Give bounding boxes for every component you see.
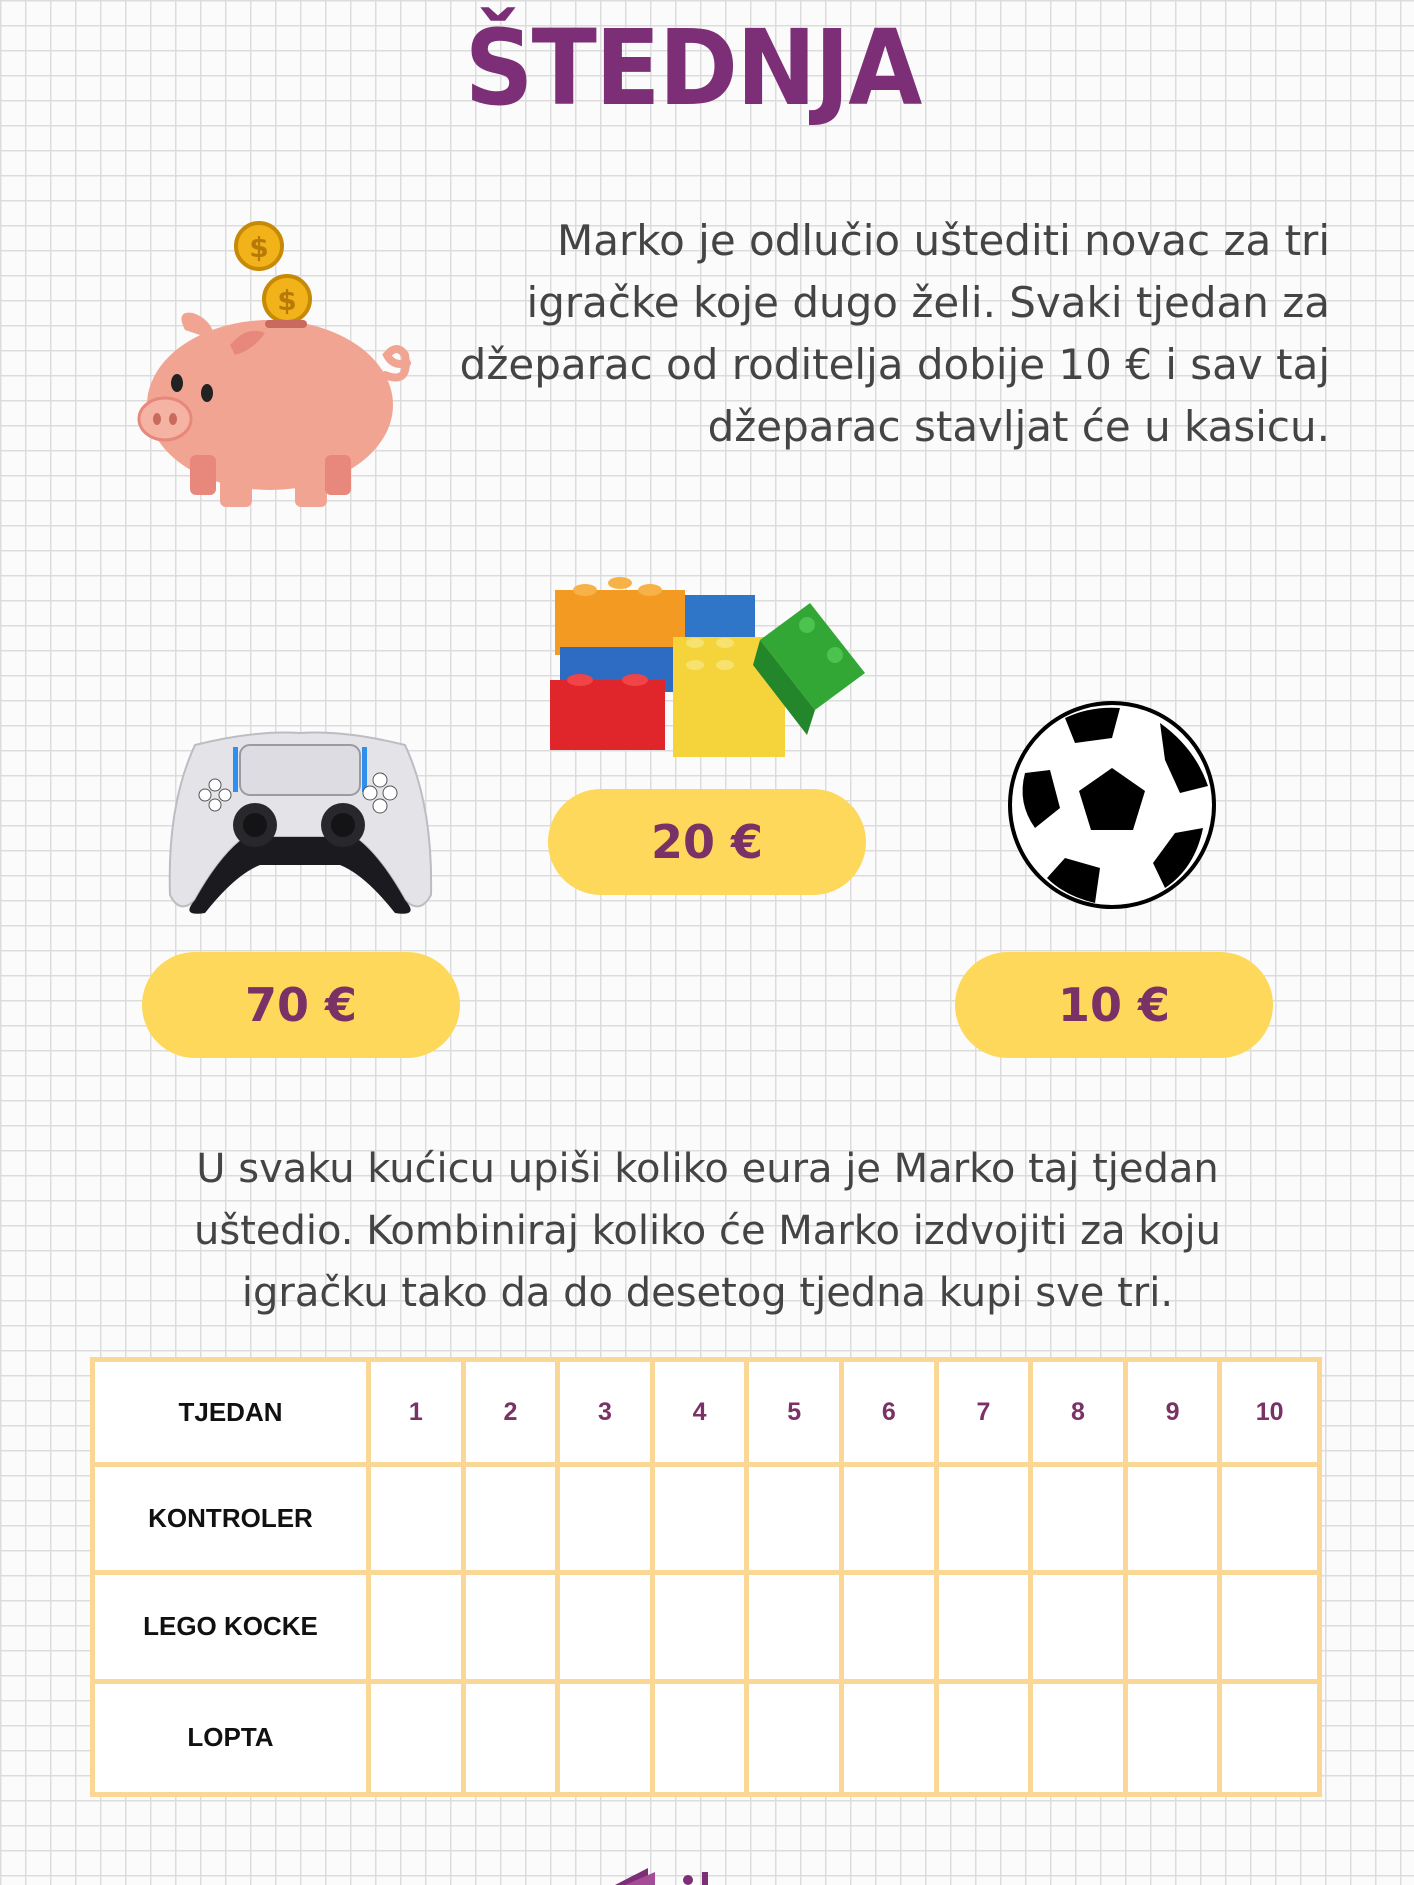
answer-cell[interactable] [1128, 1575, 1223, 1683]
answer-cell[interactable] [1222, 1467, 1317, 1575]
answer-cell[interactable] [1222, 1684, 1317, 1792]
answer-cell[interactable] [1033, 1575, 1128, 1683]
week-number: 10 [1222, 1362, 1317, 1467]
answer-cell[interactable] [560, 1467, 655, 1575]
answer-cell[interactable] [939, 1575, 1034, 1683]
answer-cell[interactable] [1222, 1575, 1317, 1683]
week-number: 6 [844, 1362, 939, 1467]
answer-cell[interactable] [466, 1467, 561, 1575]
piggy-bank-icon [135, 215, 425, 510]
answer-cell[interactable] [1033, 1684, 1128, 1792]
row-label-controller: KONTROLER [95, 1467, 371, 1575]
answer-cell[interactable] [560, 1575, 655, 1683]
answer-cell[interactable] [844, 1575, 939, 1683]
answer-cell[interactable] [371, 1684, 466, 1792]
answer-cell[interactable] [844, 1684, 939, 1792]
answer-cell[interactable] [1128, 1684, 1223, 1792]
week-number: 9 [1128, 1362, 1223, 1467]
savings-table [90, 1357, 1322, 1797]
table-header-label: TJEDAN [95, 1362, 371, 1467]
answer-cell[interactable] [655, 1575, 750, 1683]
row-label-lego: LEGO KOCKE [95, 1575, 371, 1683]
answer-cell[interactable] [749, 1467, 844, 1575]
answer-cell[interactable] [844, 1467, 939, 1575]
week-number: 8 [1033, 1362, 1128, 1467]
answer-cell[interactable] [939, 1467, 1034, 1575]
answer-cell[interactable] [371, 1575, 466, 1683]
week-number: 7 [939, 1362, 1034, 1467]
page-title: ŠTEDNJA [464, 7, 921, 129]
week-number: 1 [371, 1362, 466, 1467]
svg-text:$: $ [277, 284, 297, 317]
brand-logo-icon [610, 1862, 790, 1885]
week-number: 2 [466, 1362, 561, 1467]
answer-cell[interactable] [560, 1684, 655, 1792]
answer-cell[interactable] [371, 1467, 466, 1575]
answer-cell[interactable] [939, 1684, 1034, 1792]
lego-bricks-icon [545, 565, 875, 770]
answer-cell[interactable] [1128, 1467, 1223, 1575]
price-lego: 20 € [548, 789, 866, 895]
intro-text: Marko je odlučio uštediti novac za tri igračke koje dugo želi. Svaki tjedan za džeparac od roditelja dobije 10 € i sav taj džeparac stavljat će u kasicu. [459, 216, 1330, 451]
week-number: 3 [560, 1362, 655, 1467]
task-instructions: U svaku kućicu upiši koliko eura je Marko taj tjedan uštedio. Kombiniraj koliko će Marko izdvojiti za koju igračku tako da do desetog tjedna kupi sve tri. [194, 1146, 1221, 1316]
week-number: 5 [749, 1362, 844, 1467]
soccer-ball-icon [1005, 698, 1220, 913]
answer-cell[interactable] [655, 1684, 750, 1792]
svg-text:$: $ [249, 231, 269, 264]
game-controller-icon [165, 725, 435, 915]
answer-cell[interactable] [749, 1575, 844, 1683]
week-number: 4 [655, 1362, 750, 1467]
answer-cell[interactable] [466, 1575, 561, 1683]
answer-cell[interactable] [1033, 1467, 1128, 1575]
price-ball: 10 € [955, 952, 1273, 1058]
answer-cell[interactable] [749, 1684, 844, 1792]
answer-cell[interactable] [655, 1467, 750, 1575]
price-controller: 70 € [142, 952, 460, 1058]
answer-cell[interactable] [466, 1684, 561, 1792]
row-label-ball: LOPTA [95, 1684, 371, 1792]
